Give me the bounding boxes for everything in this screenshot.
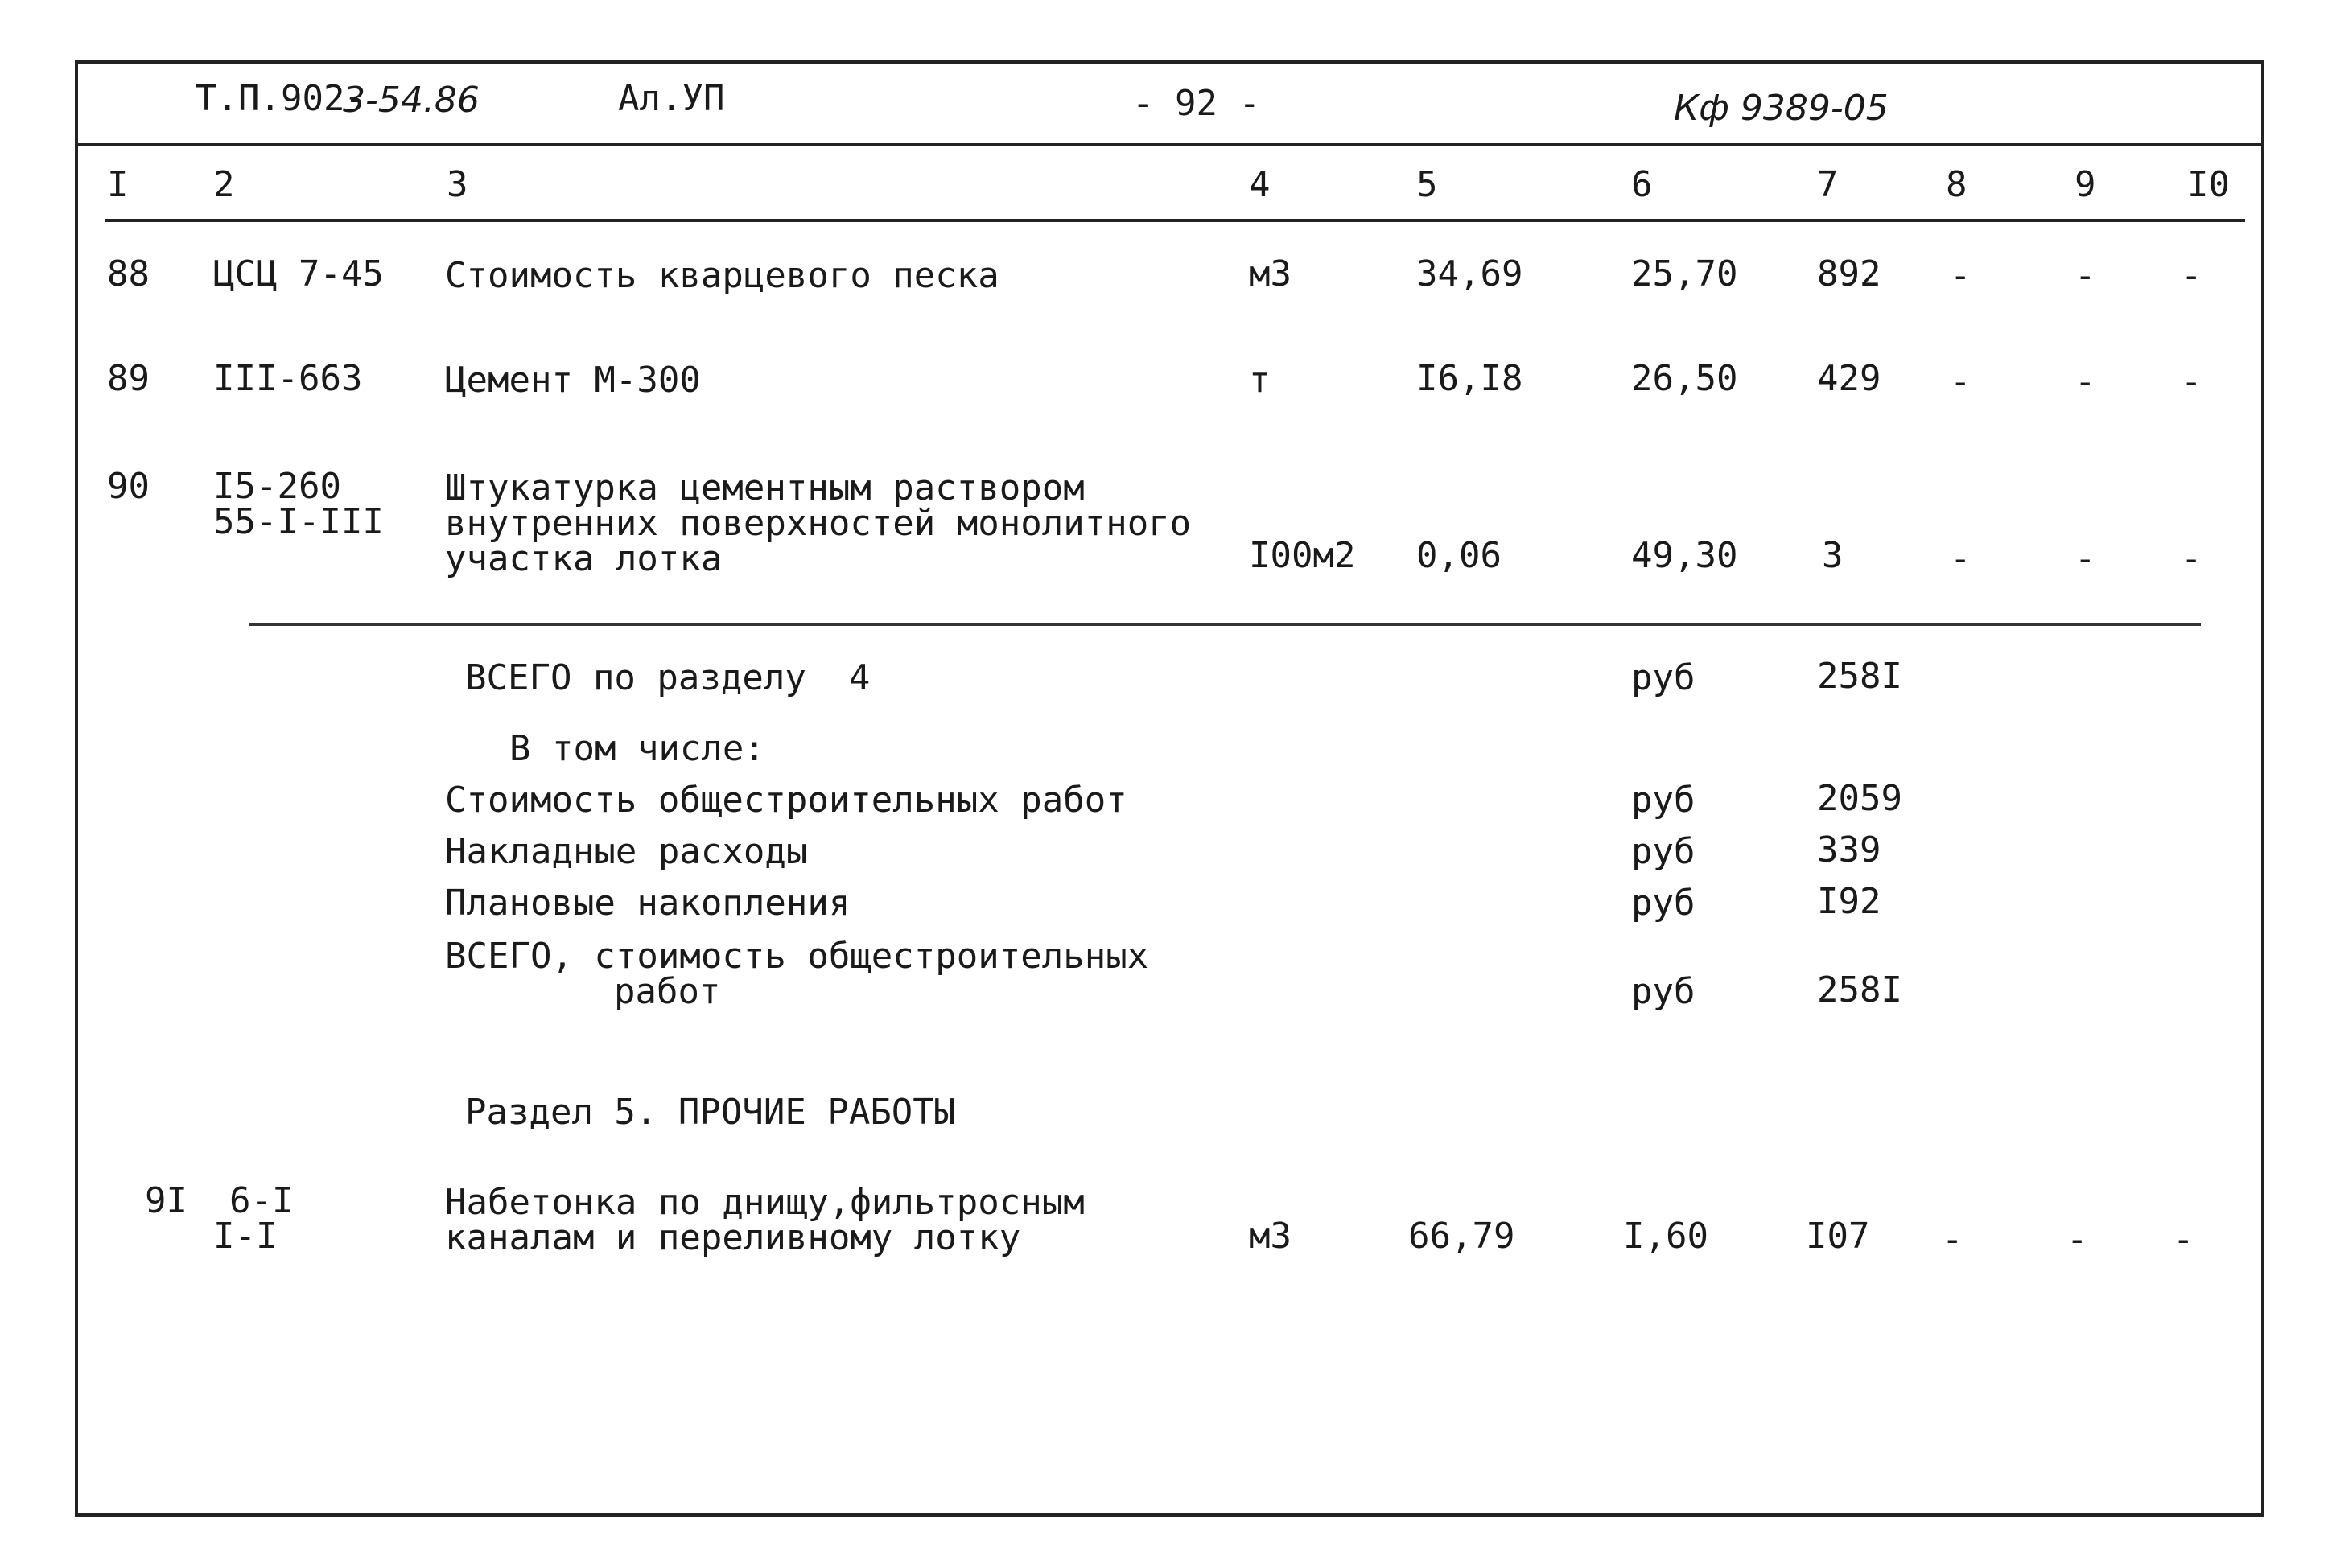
col-header-7: 7 [1817, 164, 1839, 205]
work-name-line-2: каналам и переливному лотку [445, 1217, 1021, 1258]
col-header-8: 8 [1946, 164, 1967, 205]
row-number: 88 [107, 253, 150, 294]
col9-value: - [2075, 538, 2096, 579]
col-header-4: 4 [1249, 164, 1271, 205]
summary-item-value: 339 [1817, 829, 1881, 870]
norm-code: ЦСЦ 7-45 [213, 253, 384, 294]
col-header-2: 2 [213, 164, 235, 205]
col8-value: - [1942, 1219, 1963, 1260]
col-header-5: 5 [1416, 164, 1438, 205]
sheet-code: Кф 9389-05 [1674, 88, 1889, 129]
norm-code: III-663 [213, 358, 363, 399]
unit: т [1249, 360, 1271, 401]
norm-code: 6-I [229, 1180, 294, 1221]
work-name-line-2: внутренних поверхностей монолитного [445, 503, 1192, 544]
unit: м3 [1249, 253, 1292, 294]
col-header-3: 3 [447, 164, 468, 205]
summary-item-label: Плановые накопления [445, 883, 851, 924]
grand-total-label-line-2: работ [614, 971, 721, 1012]
row-number: 90 [107, 466, 150, 507]
quantity: 66,79 [1408, 1216, 1515, 1257]
header-divider [75, 143, 2264, 146]
norm-code-line-2: 55-I-III [213, 501, 384, 542]
unit-price: 49,30 [1631, 535, 1738, 576]
document-sheet [75, 60, 2264, 1517]
col10-value: - [2181, 538, 2202, 579]
col10-value: - [2173, 1219, 2194, 1260]
unit-price: I,60 [1623, 1216, 1708, 1257]
summary-item-unit: руб [1631, 831, 1696, 872]
work-name-line-3: участка лотка [445, 538, 723, 579]
col10-value: - [2181, 361, 2202, 402]
col8-value: - [1950, 361, 1972, 402]
grand-total-label-line-1: ВСЕГО, стоимость общестроительных [445, 936, 1149, 977]
total-cost: 892 [1817, 253, 1881, 294]
total-cost: I07 [1806, 1216, 1870, 1257]
summary-item-value: 2059 [1817, 778, 1902, 819]
grand-total-value: 258I [1817, 969, 1902, 1010]
grand-total-unit: руб [1631, 971, 1696, 1012]
row-number: 89 [107, 358, 150, 399]
section-5-title: Раздел 5. ПРОЧИЕ РАБОТЫ [465, 1092, 956, 1133]
unit-price: 26,50 [1631, 358, 1738, 399]
col-header-10: I0 [2187, 164, 2230, 205]
work-name: Стоимость кварцевого песка [445, 255, 999, 296]
including-label: В том числе: [509, 728, 765, 769]
album-label: Ал.УП [618, 78, 725, 119]
quantity: 34,69 [1416, 253, 1523, 294]
column-header-divider [105, 219, 2245, 222]
total-cost: 3 [1822, 535, 1844, 576]
quantity: 0,06 [1416, 535, 1502, 576]
total-cost: 429 [1817, 358, 1881, 399]
col9-value: - [2066, 1219, 2088, 1260]
col9-value: - [2075, 361, 2096, 402]
page-number: - 92 - [1132, 83, 1260, 124]
col-header-9: 9 [2075, 164, 2096, 205]
doc-code-prefix: Т.П.902- [196, 78, 366, 119]
work-name-line-1: Набетонка по днищу,фильтросным [445, 1182, 1085, 1223]
summary-item-label: Накладные расходы [445, 831, 808, 872]
unit: I00м2 [1249, 535, 1356, 576]
unit-price: 25,70 [1631, 253, 1738, 294]
section-total-value: 258I [1817, 656, 1902, 697]
doc-code-handwritten: 3-54.86 [343, 80, 480, 121]
col-header-1: I [107, 164, 129, 205]
summary-divider [249, 623, 2201, 626]
summary-item-unit: руб [1631, 883, 1696, 924]
col8-value: - [1950, 255, 1972, 296]
work-name: Цемент М-300 [445, 360, 701, 401]
section-total-label: ВСЕГО по разделу 4 [465, 657, 871, 698]
summary-item-value: I92 [1817, 881, 1881, 922]
col8-value: - [1950, 538, 1972, 579]
quantity: I6,I8 [1416, 358, 1523, 399]
section-total-unit: руб [1631, 657, 1696, 698]
norm-code: I5-260 [213, 466, 341, 507]
row-number: 9I [145, 1180, 187, 1221]
col-header-6: 6 [1631, 164, 1653, 205]
work-name-line-1: Штукатурка цементным раствором [445, 467, 1085, 508]
col9-value: - [2075, 255, 2096, 296]
summary-item-label: Стоимость общестроительных работ [445, 780, 1127, 821]
unit: м3 [1249, 1216, 1292, 1257]
col10-value: - [2181, 255, 2202, 296]
summary-item-unit: руб [1631, 780, 1696, 821]
norm-code-line-2: I-I [213, 1216, 278, 1257]
